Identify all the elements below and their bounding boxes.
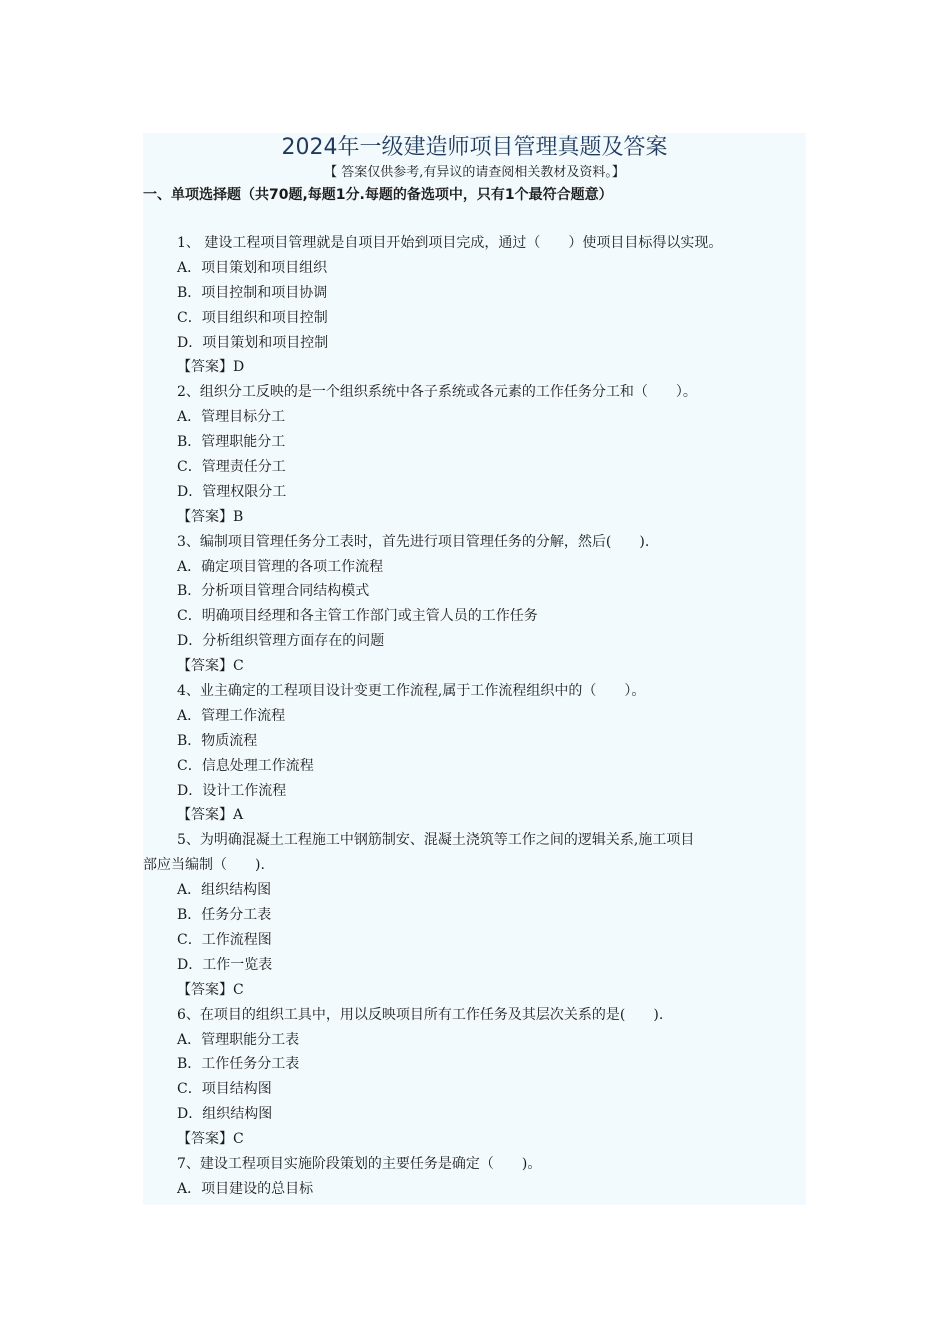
answer-option: C．工作流程图 [177, 931, 272, 948]
answer-option: A．管理工作流程 [177, 707, 286, 724]
answer-option: D．组织结构图 [177, 1106, 273, 1123]
answer-option: A．项目策划和项目组织 [177, 259, 328, 276]
answer-option: C．项目组织和项目控制 [177, 309, 328, 326]
question-stem: 1、 建设工程项目管理就是自项目开始到项目完成，通过（ ）使项目目标得以实现。 [177, 235, 723, 251]
document-title: 2024年一级建造师项目管理真题及答案 [281, 135, 668, 160]
answer-option: B．工作任务分工表 [177, 1056, 300, 1073]
correct-answer: 【答案】D [177, 359, 245, 376]
answer-option: A．确定项目管理的各项工作流程 [177, 558, 384, 575]
spacer [143, 207, 833, 231]
answer-option: C．明确项目经理和各主管工作部门或主管人员的工作任务 [177, 608, 538, 625]
answer-option: D．项目策划和项目控制 [177, 334, 329, 351]
answer-option: A．管理职能分工表 [177, 1031, 300, 1048]
document-content [143, 133, 833, 1202]
answer-option: B．项目控制和项目协调 [177, 284, 328, 301]
answer-option: A．组织结构图 [177, 882, 272, 899]
correct-answer: 【答案】C [177, 981, 244, 998]
answer-option: B．管理职能分工 [177, 434, 286, 451]
question-stem: 6、在项目的组织工具中，用以反映项目所有工作任务及其层次关系的是( ). [177, 1006, 664, 1023]
question-stem-continuation: 部应当编制（ ). [143, 857, 265, 874]
correct-answer: 【答案】C [177, 658, 244, 675]
answer-option: D．分析组织管理方面存在的问题 [177, 633, 385, 650]
answer-option: D．工作一览表 [177, 956, 273, 973]
question-stem: 7、建设工程项目实施阶段策划的主要任务是确定（ )。 [177, 1155, 542, 1172]
section-heading: 一、单项选择题（共70题,每题1分.每题的备选项中，只有1个最符合题意） [143, 187, 613, 203]
answer-option: B．任务分工表 [177, 907, 272, 924]
answer-option: D．设计工作流程 [177, 782, 287, 799]
answer-option: B．物质流程 [177, 732, 258, 749]
question-stem: 2、组织分工反映的是一个组织系统中各子系统或各元素的工作任务分工和（ ）。 [177, 384, 697, 401]
answer-option: D．管理权限分工 [177, 483, 287, 500]
question-stem: 3、编制项目管理任务分工表时，首先进行项目管理任务的分解，然后( ). [177, 533, 650, 550]
correct-answer: 【答案】B [177, 508, 244, 525]
answer-option: C．管理责任分工 [177, 459, 286, 476]
answer-option: A．管理目标分工 [177, 409, 286, 426]
answer-option: C．信息处理工作流程 [177, 757, 314, 774]
question-stem: 5、为明确混凝土工程施工中钢筋制安、混凝土浇筑等工作之间的逻辑关系,施工项目 [177, 832, 695, 849]
question-stem: 4、业主确定的工程项目设计变更工作流程,属于工作流程组织中的（ ）。 [177, 683, 646, 700]
answer-option: A．项目建设的总目标 [177, 1180, 314, 1197]
correct-answer: 【答案】C [177, 1131, 244, 1148]
answer-option: B．分析项目管理合同结构模式 [177, 583, 370, 600]
document-subtitle: 【 答案仅供参考,有异议的请查阅相关教材及资料。】 [324, 165, 625, 180]
answer-option: C．项目结构图 [177, 1081, 272, 1098]
correct-answer: 【答案】A [177, 807, 244, 824]
